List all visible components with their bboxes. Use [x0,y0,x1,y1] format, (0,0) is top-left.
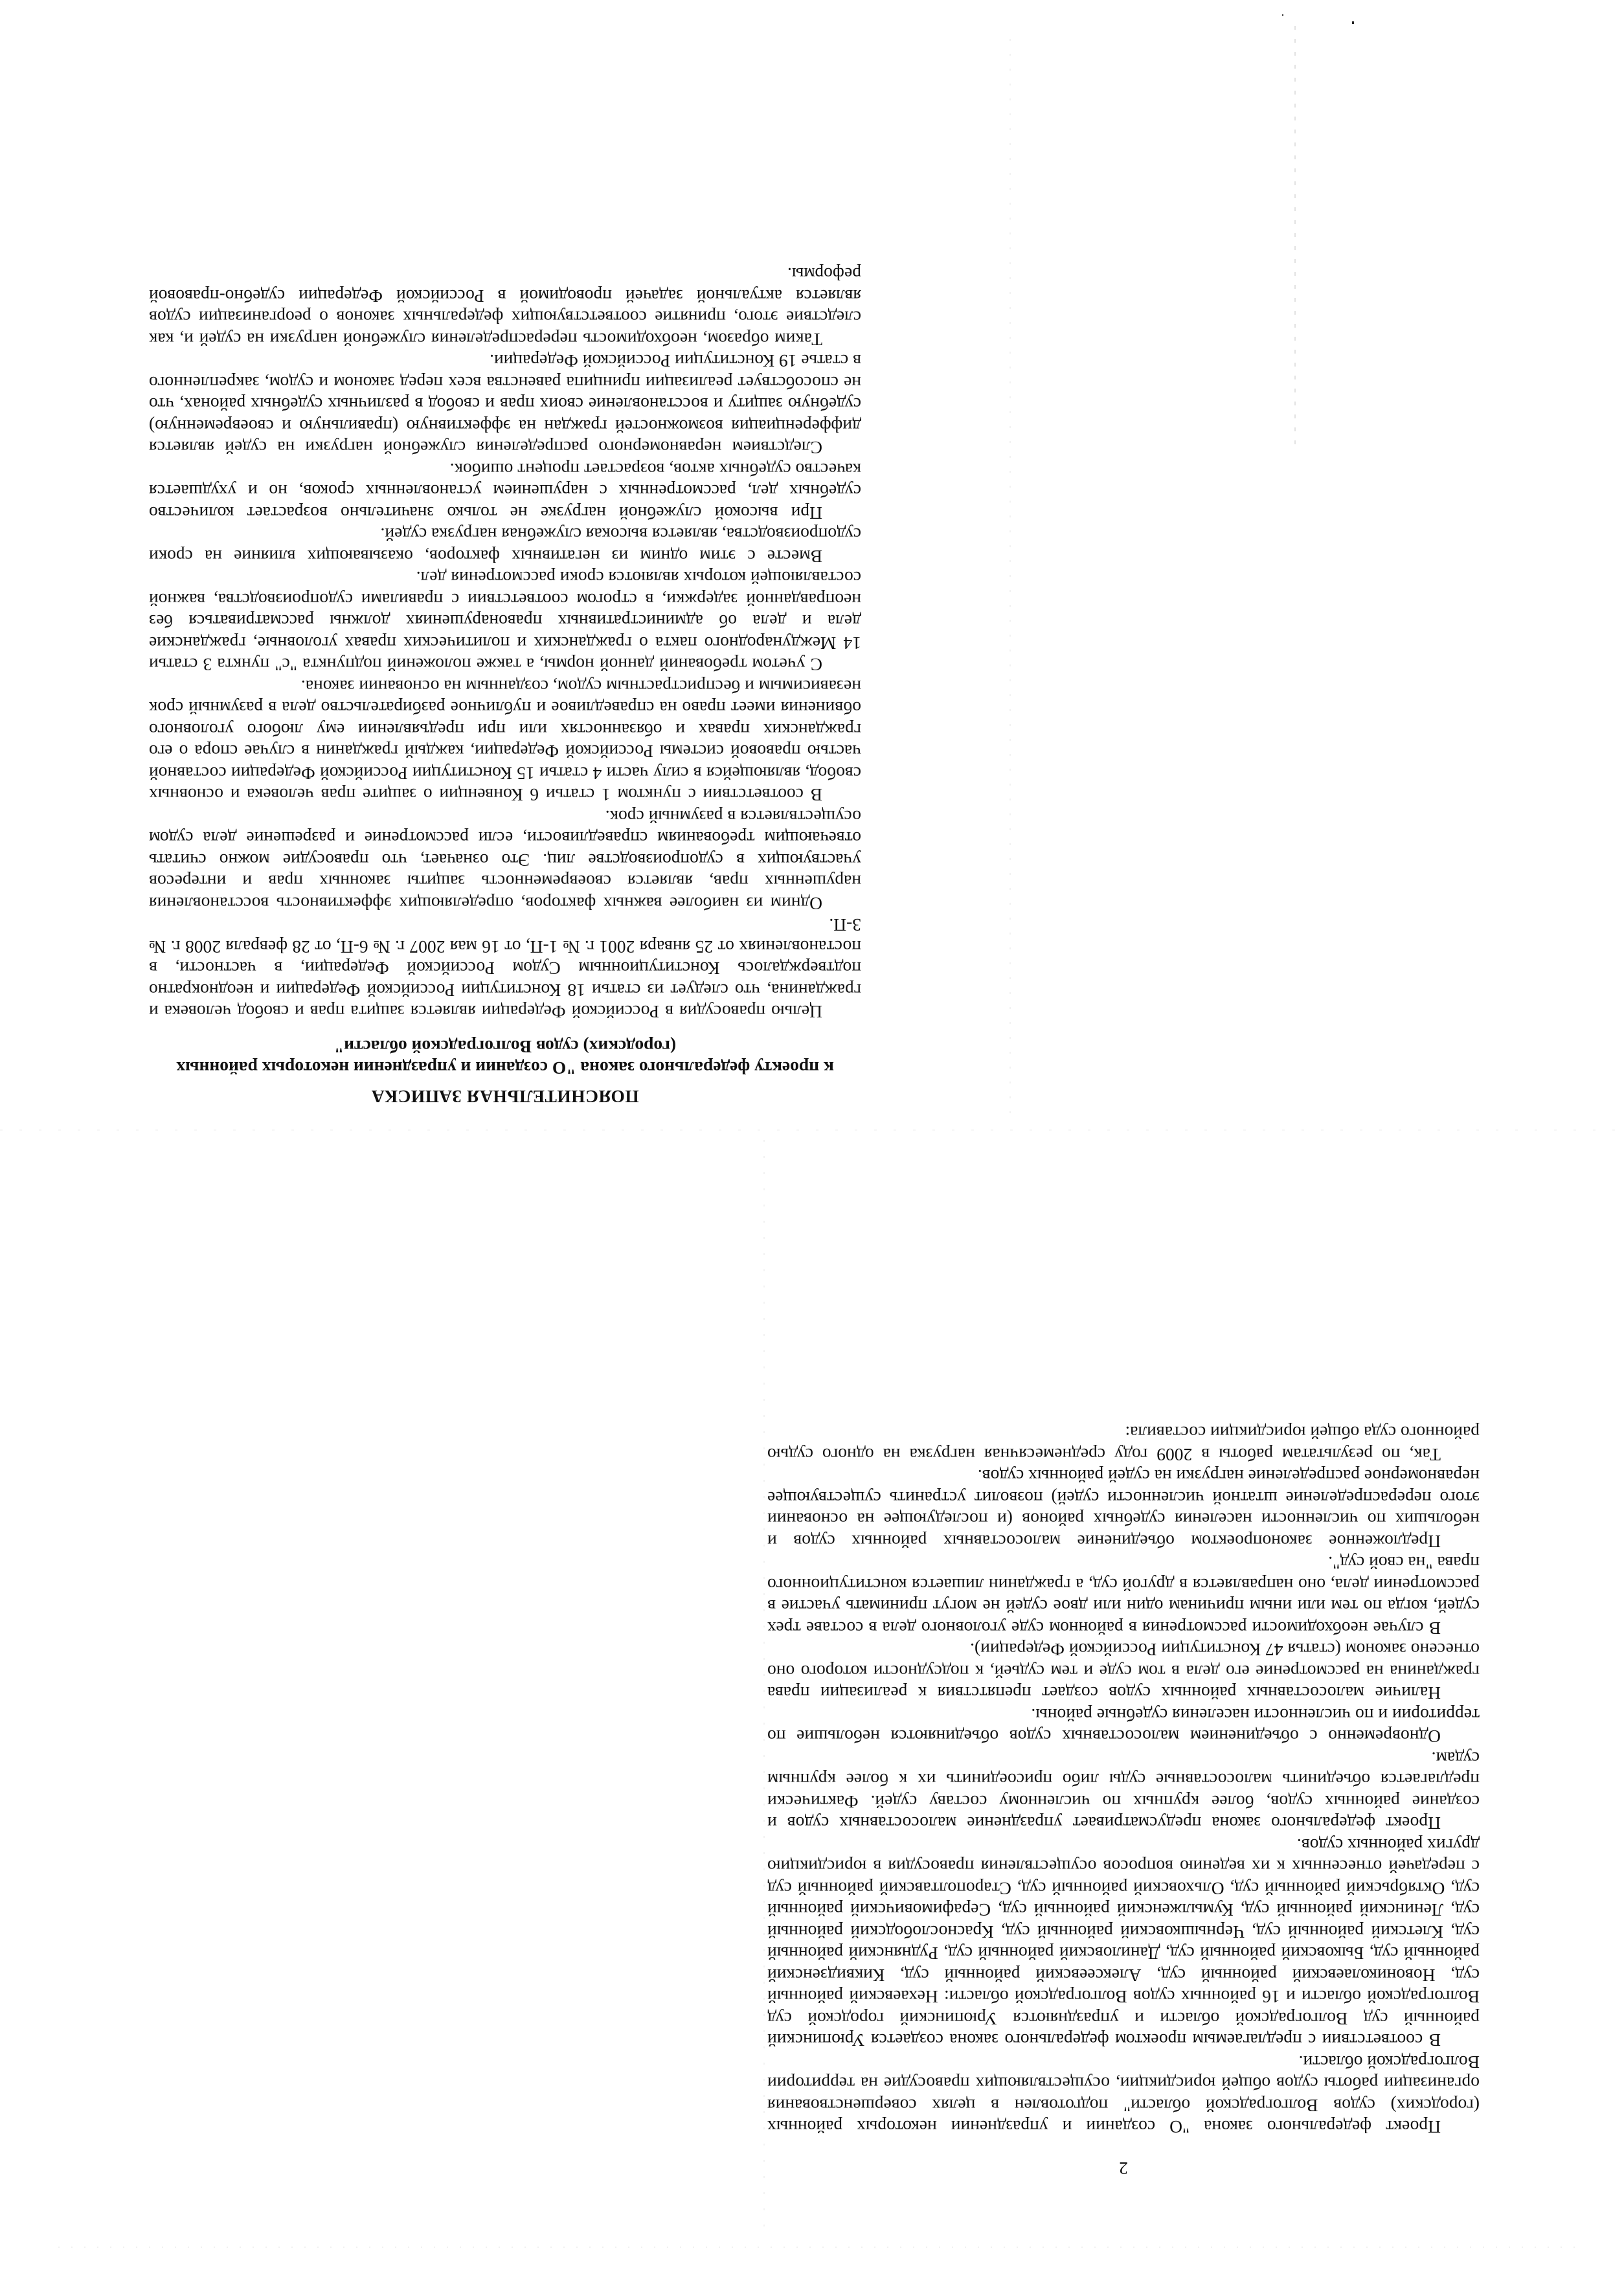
paragraph: При высокой служебной нагрузке не только значительно возрастает количество судебных дел, рассмотренных с нарушением установленных сроков, но и ухудшается качество судебных актов, возрастает процент ошибок. [149,460,861,523]
page-number: 2 [1119,2158,1128,2179]
document-title: ПОЯСНИТЕЛЬНАЯ ЗАПИСКА [371,1087,639,1107]
paragraph: Предложенное законопроектом объединение малосоставных районных судов и небольших по численности населения судебных районов (и последующее на основании этого перераспределение штатной численности судей) позволит устранить существующее неравномерное распределение нагрузки на судей районных судов. [767,1466,1480,1552]
paragraph: Следствием неравномерного распределения служебной нагрузки на судей является дифференциация возможностей граждан на эффективную (правильную и своевременную) судебную защиту и восстановление своих прав и свобод в различных судебных районах, что не способствует реализации принципа равенства всех перед законом и судом, закрепленного в статье 19 Конституции Российской Федерации. [149,351,861,459]
paragraph: Одновременно с объединением малосоставных судов объединяются небольшие по территории и по численности населения судебные районы. [767,1705,1480,1747]
page-1 [149,81,861,1107]
paragraph: В случае необходимости рассмотрения в районном суде уголовного дела в составе трех судей, когда по тем или иным причинам один или двое судей не могут принимать участие в рассмотрении дела, оно направляется в другой суд, а гражданин лишается конституционного права "на свой суд". [767,1553,1480,1638]
paragraph: С учетом требований данной нормы, а также положений подпункта "с" пункта 3 статьи 14 Международного пакта о гражданских и политических правах уголовные, гражданские дела и дела об административных правонарушениях должны рассматриваться без неоправданной задержки, в строгом соответствии с правилами судопроизводства, важной составляющей которых являются сроки рассмотрения дел. [149,568,861,675]
paragraph: Вместе с этим одним из негативных факторов, оказывающих влияние на сроки судопроизводства, является высокая служебная нагрузка судей. [149,525,861,567]
paragraph: Проект федерального закона "О создании и упразднении некоторых районных (городских) судов Волгоградской области" подготовлен в целях совершенствования организации работы судов общей юрисдикции, осуществляющих правосудие на территории Волгоградской области. [767,2052,1480,2138]
paragraph: Таким образом, необходимость перераспределения служебной нагрузки на судей и, как следствие этого, принятие соответствующих федеральных законов о реорганизации судов является актуальной задачей проводимой в Российской Федерации судебно-правовой реформы. [149,264,861,350]
paragraph: В соответствии с пунктом 1 статьи 6 Конвенции о защите прав человека и основных свобод, являющейся в силу части 4 статьи 15 Конституции Российской Федерации составной частью правовой системы Российской Федерации, каждый гражданин в случае спора о его гражданских правах и обязанностях или при предъявлении ему любого уголовного обвинения имеет право на справедливое и публичное разбирательство дела в разумный срок независимым и беспристрастным судом, созданным на основании закона. [149,677,861,806]
document-subtitle: к проекту федерального закона "О создании и упразднении некоторых районных (городских) судов Волгоградской области" [176,1037,834,1079]
paragraph: Проект федерального закона предусматривает упразднение малосоставных судов и создание районных судов, более крупных по численному составу судей. Фактически предлагается объединить малосоставные суды либо присоединить их к более крупным судам. [767,1749,1480,1834]
paragraph: Целью правосудия в Российской Федерации является защита прав и свобод человека и гражданина, что следует из статьи 18 Конституции Российской Федерации и неоднократно подтверждалось Конституционным Судом Российской Федерации, в частности, в постановлениях от 25 января 2001 г. № 1-П, от 16 мая 2007 г. № 6-П, от 28 февраля 2008 г. № 3-П. [149,915,861,1023]
paragraph: Так, по результатам работы в 2009 году среднемесячная нагрузка на одного судью районного суда общей юрисдикции составила: [767,1423,1480,1465]
paragraph: В соответствии с предлагаемым проектом федерального закона создается Урюпинский районный суд Волгоградской области и упраздняются Урюпинский городской суд Волгоградской области и 16 районных судов Волгоградской области: Нехаевский районный суд, Новониколаевский районный суд, Алексеевский районный суд, Киквидзенский районный суд, Быковский районный суд, Даниловский районный суд, Руднянский районный суд, Клетский районный суд, Чернышковский районный суд, Краснослободский районный суд, Ленинский районный суд, Кумылженский районный суд, Серафимовичский районный суд, Октябрьский районный суд, Ольховский районный суд, Старополтавский районный суд с передачей отнесенных к их ведению вопросов осуществления правосудия в юрисдикцию других районных судов. [767,1835,1480,2051]
page-2 [767,1153,1480,2179]
paragraph: Наличие малосоставных районных судов создает препятствия к реализации права гражданина на рассмотрение его дела в том суде и тем судьей, к подсудности которого оно отнесено законом (статья 47 Конституции Российской Федерации). [767,1640,1480,1704]
paragraph: Одним из наиболее важных факторов, определяющих эффективность восстановления нарушенных прав, является своевременность защиты законных прав и интересов участвующих в судопроизводстве лиц. Это означает, что правосудие можно считать отвечающим требованиям справедливости, если рассмотрение и разрешение дела судом осуществляется в разумный срок. [149,807,861,914]
